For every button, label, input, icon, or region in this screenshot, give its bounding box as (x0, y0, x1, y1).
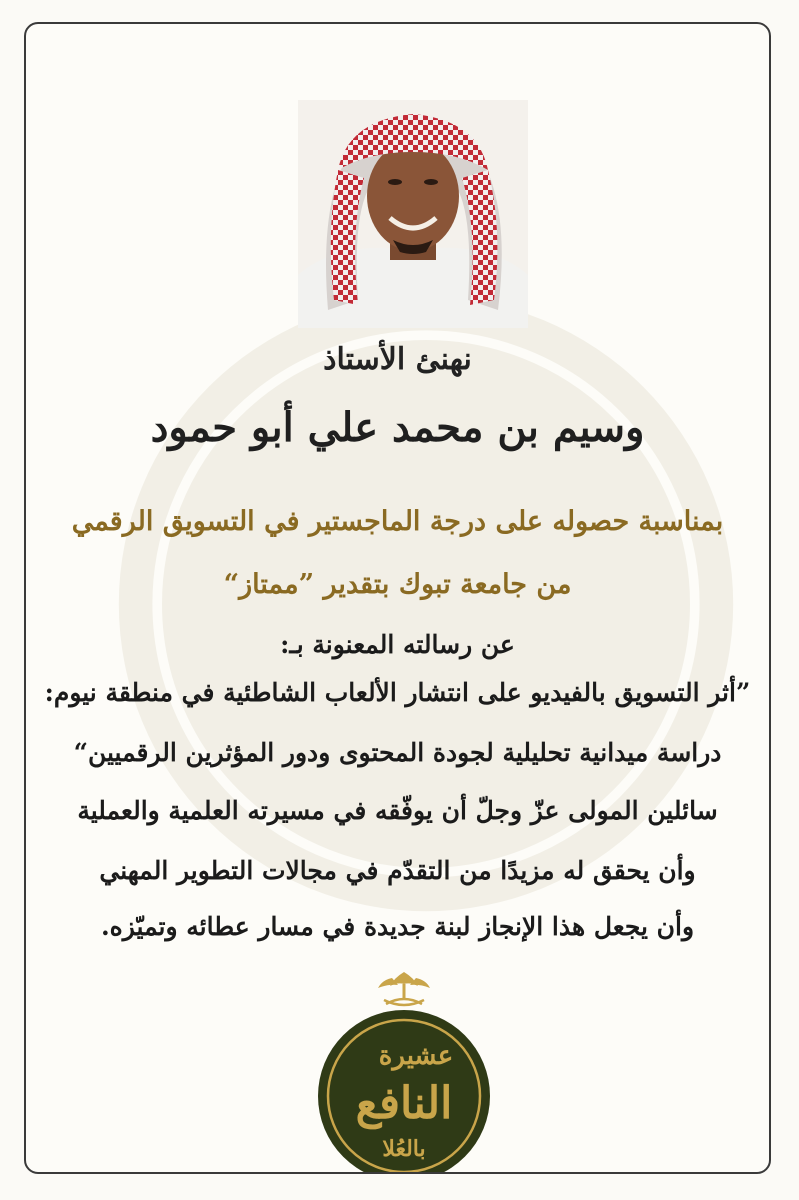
wish-line-3: وأن يجعل هذا الإنجاز لبنة جديدة في مسار عطائه وتميّزه. (100, 912, 695, 941)
certificate-frame (24, 22, 771, 1174)
wish-line-1: سائلين المولى عزّ وجلّ أن يوفّقه في مسيرته العلمية والعملية (77, 796, 718, 825)
watermark-emblem (106, 284, 746, 924)
logo-text-bottom: بالعُلا (382, 1136, 426, 1162)
logo-text-top: عشيرة (378, 1041, 454, 1071)
wish-line-2: وأن يحقق له مزيدًا من التقدّم في مجالات التطوير المهني (99, 856, 696, 885)
occasion-line-2: من جامعة تبوك بتقدير ”ممتاز“ (223, 569, 572, 600)
thesis-title-line-1: ”أثر التسويق بالفيديو على انتشار الألعاب الشاطئية في منطقة نيوم: (44, 678, 751, 707)
logo-text-main: النافع (355, 1078, 453, 1129)
thesis-title-line-2: دراسة ميدانية تحليلية لجودة المحتوى ودور المؤثرين الرقميين“ (73, 738, 722, 767)
intro-text: نهنئ الأستاذ (323, 342, 472, 377)
occasion-line-1: بمناسبة حصوله على درجة الماجستير في التسويق الرقمي (71, 506, 724, 537)
portrait-photo (298, 100, 528, 328)
clan-logo (294, 968, 514, 1174)
thesis-intro: عن رسالته المعنونة بـ: (280, 630, 515, 659)
honoree-name: وسيم بن محمد علي أبو حمود (150, 404, 645, 451)
palm-swords-icon (378, 972, 430, 1005)
